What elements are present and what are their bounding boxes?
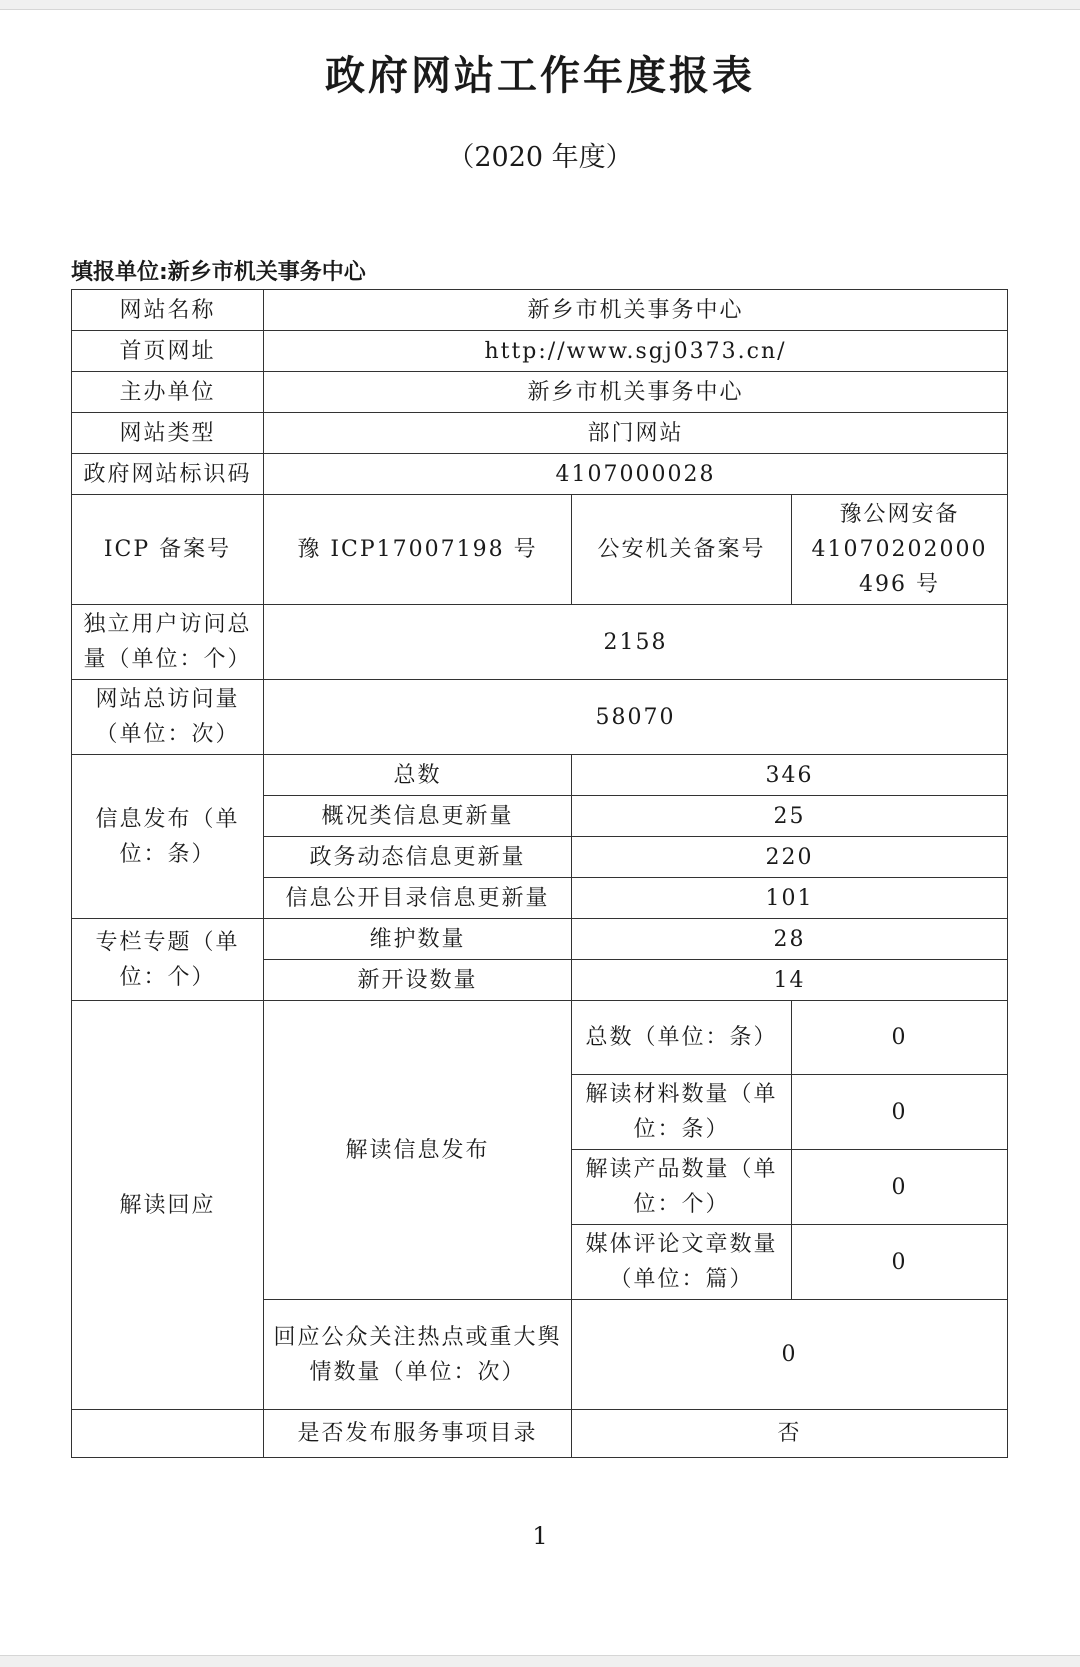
table-row <box>72 680 1008 755</box>
service-catalog-value: 否 <box>572 1410 1008 1458</box>
icp-label: ICP 备案号 <box>72 495 264 605</box>
interp-item-value: 0 <box>792 1150 1008 1225</box>
table-row <box>72 755 1008 796</box>
info-item-label: 总数 <box>264 755 572 796</box>
document-page <box>0 9 1080 1656</box>
interp-item-label: 总数（单位：条） <box>572 1001 792 1075</box>
police-record-label: 公安机关备案号 <box>572 495 792 605</box>
sponsor-value: 新乡市机关事务中心 <box>264 372 1008 413</box>
columns-label: 专栏专题（单位：个） <box>72 919 264 1001</box>
columns-item-value: 14 <box>572 960 1008 1001</box>
site-code-label: 政府网站标识码 <box>72 454 264 495</box>
info-item-value: 25 <box>572 796 1008 837</box>
response-value: 0 <box>572 1300 1008 1410</box>
report-table <box>71 289 1008 1458</box>
interp-item-label: 媒体评论文章数量（单位：篇） <box>572 1225 792 1300</box>
response-label: 回应公众关注热点或重大舆情数量（单位：次） <box>264 1300 572 1410</box>
icp-value: 豫 ICP17007198 号 <box>264 495 572 605</box>
columns-item-label: 维护数量 <box>264 919 572 960</box>
site-type-value: 部门网站 <box>264 413 1008 454</box>
info-item-value: 220 <box>572 837 1008 878</box>
filing-unit: 填报单位:新乡市机关事务中心 <box>71 260 366 285</box>
sponsor-label: 主办单位 <box>72 372 264 413</box>
table-row <box>72 413 1008 454</box>
interp-item-value: 0 <box>792 1075 1008 1150</box>
table-row <box>72 1410 1008 1458</box>
site-name-label: 网站名称 <box>72 290 264 331</box>
interpretation-label: 解读回应 <box>72 1001 264 1410</box>
report-title: 政府网站工作年度报表 <box>325 53 755 99</box>
total-visits-value: 58070 <box>264 680 1008 755</box>
info-item-label: 信息公开目录信息更新量 <box>264 878 572 919</box>
total-visits-label: 网站总访问量（单位：次） <box>72 680 264 755</box>
page-number: 1 <box>532 1522 548 1550</box>
info-release-label: 信息发布（单位：条） <box>72 755 264 919</box>
table-row <box>72 495 1008 605</box>
columns-item-value: 28 <box>572 919 1008 960</box>
site-code-value: 4107000028 <box>264 454 1008 495</box>
report-year: （2020 年度） <box>447 142 633 173</box>
table-row <box>72 605 1008 680</box>
site-type-label: 网站类型 <box>72 413 264 454</box>
homepage-label: 首页网址 <box>72 331 264 372</box>
interp-item-value: 0 <box>792 1225 1008 1300</box>
interp-item-label: 解读产品数量（单位：个） <box>572 1150 792 1225</box>
info-item-label: 政务动态信息更新量 <box>264 837 572 878</box>
empty-cell <box>72 1410 264 1458</box>
columns-item-label: 新开设数量 <box>264 960 572 1001</box>
table-row <box>72 372 1008 413</box>
table-row <box>72 290 1008 331</box>
homepage-value: http://www.sgj0373.cn/ <box>264 331 1008 372</box>
table-row <box>72 454 1008 495</box>
service-catalog-label: 是否发布服务事项目录 <box>264 1410 572 1458</box>
table-row <box>72 919 1008 960</box>
unique-visitors-label: 独立用户访问总量（单位：个） <box>72 605 264 680</box>
interpretation-sub-label: 解读信息发布 <box>264 1001 572 1300</box>
info-item-value: 101 <box>572 878 1008 919</box>
info-item-value: 346 <box>572 755 1008 796</box>
police-record-value: 豫公网安备 41070202000 496 号 <box>792 495 1008 605</box>
table-row <box>72 331 1008 372</box>
unique-visitors-value: 2158 <box>264 605 1008 680</box>
interp-item-value: 0 <box>792 1001 1008 1075</box>
info-item-label: 概况类信息更新量 <box>264 796 572 837</box>
table-row <box>72 1001 1008 1075</box>
interp-item-label: 解读材料数量（单位：条） <box>572 1075 792 1150</box>
site-name-value: 新乡市机关事务中心 <box>264 290 1008 331</box>
